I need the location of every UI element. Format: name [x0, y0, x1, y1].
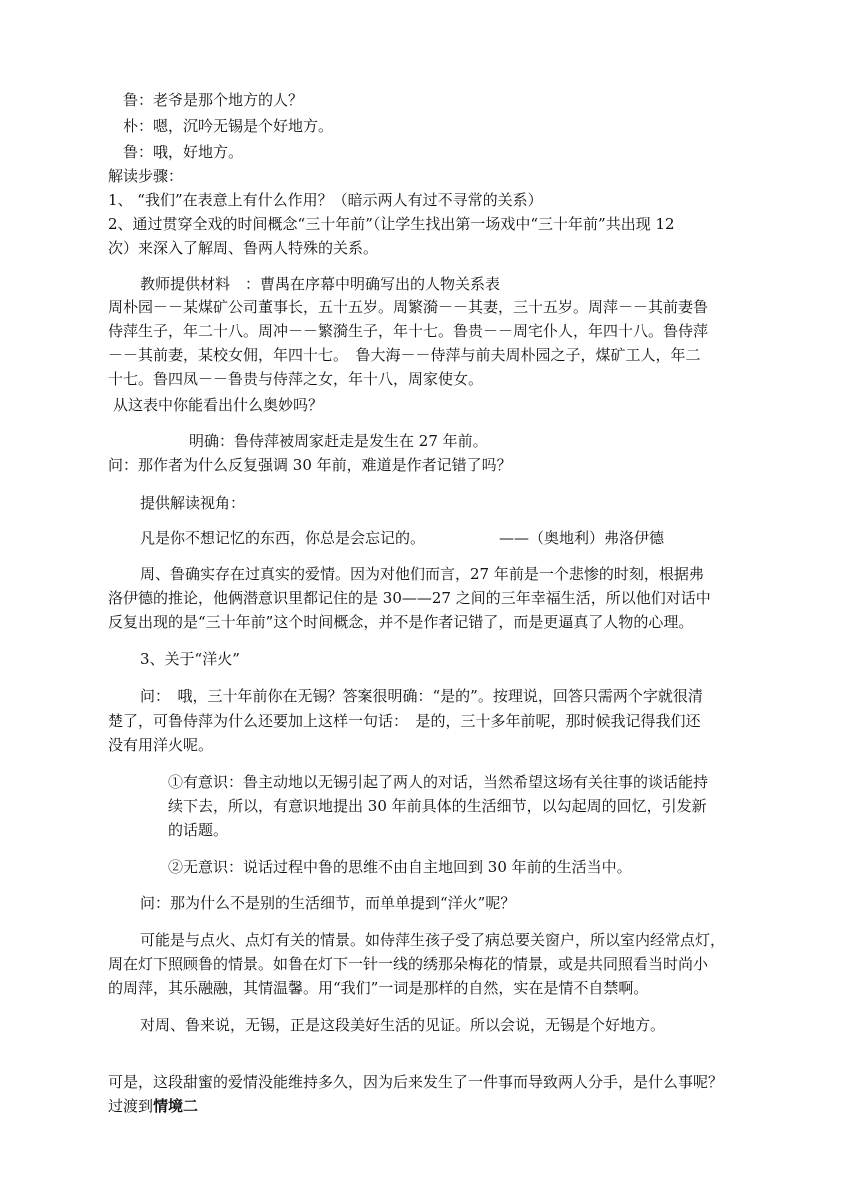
step-item-2-line-1: 2、通过贯穿全戏的时间概念“三十年前”（让学生找出第一场戏中“三十年前”共出现 12	[108, 215, 675, 233]
dialogue-line-3: 鲁：哦，好地方。	[123, 143, 244, 161]
reasoning-para-line-3: 的周萍，其乐融融，其情温馨。用“我们”一词是那样的自然，实在是情不自禁啊。	[108, 979, 649, 997]
perspective-para-line-1: 周、鲁确实存在过真实的爱情。因为对他们而言，27 年前是一个悲惨的时刻，根据弗	[140, 565, 704, 583]
section-3-heading: 3、关于“洋火”	[140, 650, 240, 668]
perspective-para-line-3: 反复出现的是“三十年前”这个时间概念，并不是作者记错了，而是更逼真了人物的心理。	[108, 613, 694, 631]
clarify-question: 问：那作者为什么反复强调 30 年前，难道是作者记错了吗？	[108, 456, 512, 474]
freud-quote: 凡是你不想记忆的东西，你总是会忘记的。	[140, 529, 426, 547]
dialogue-line-1: 鲁：老爷是那个地方的人？	[123, 91, 304, 109]
clarify-answer: 明确：鲁侍萍被周家赶走是发生在 27 年前。	[189, 432, 488, 450]
material-line-2: 侍萍生子，年二十八。周冲－－繁漪生子，年十七。鲁贵－－周宅仆人，年四十八。鲁侍萍	[108, 322, 709, 340]
transition-prefix: 过渡到	[108, 1097, 154, 1115]
conscious-point-line-2: 续下去，所以，有意识地提出 30 年前具体的生活细节，以勾起周的回忆，引发新	[168, 797, 707, 815]
dialogue-line-2: 朴：嗯，沉吟无锡是个好地方。	[123, 117, 334, 135]
reasoning-para-line-2: 周在灯下照顾鲁的情景。如鲁在灯下一针一线的绣那朵梅花的情景，或是共同照看当时尚小	[108, 955, 709, 973]
closing-line-1: 可是，这段甜蜜的爱情没能维持多久，因为后来发生了一件事而导致两人分手，是什么事呢？	[108, 1073, 724, 1091]
section-3-question-line-2: 楚了，可鲁侍萍为什么还要加上这样一句话： 是的，三十多年前呢，那时候我记得我们还	[108, 712, 701, 730]
unconscious-point: ②无意识：说话过程中鲁的思维不由自主地回到 30 年前的生活当中。	[168, 858, 632, 876]
section-3-question-2: 问：那为什么不是别的生活细节，而单单提到“洋火”呢？	[140, 894, 516, 912]
perspective-para-line-2: 洛伊德的推论，他俩潜意识里都记住的是 30——27 之间的三年幸福生活，所以他们对话中	[108, 589, 711, 607]
steps-heading: 解读步骤：	[108, 167, 184, 185]
perspective-label: 提供解读视角：	[140, 494, 246, 512]
material-line-3: －－其前妻，某校女佣，年四十七。 鲁大海－－侍萍与前夫周朴园之子，煤矿工人，年二	[108, 346, 701, 364]
section-3-question-line-1: 问： 哦，三十年前你在无锡？答案很明确：“是的”。按理说，回答只需两个字就很清	[140, 687, 703, 705]
wuxi-summary: 对周、鲁来说，无锡，正是这段美好生活的见证。所以会说，无锡是个好地方。	[140, 1016, 666, 1034]
material-line-1: 周朴园－－某煤矿公司董事长，五十五岁。周繁漪－－其妻，三十五岁。周萍－－其前妻鲁	[108, 298, 709, 316]
freud-attribution: ——（奥地利）弗洛伊德	[499, 529, 665, 547]
step-item-2-line-2: 次）来深入了解周、鲁两人特殊的关系。	[108, 239, 379, 257]
conscious-point-line-3: 的话题。	[168, 821, 229, 839]
scene-two-link-text: 情境二	[153, 1097, 199, 1115]
step-item-1: 1、 “我们”在表意上有什么作用？（暗示两人有过不寻常的关系）	[108, 191, 543, 209]
closing-line-2	[108, 1095, 198, 1117]
reasoning-para-line-1: 可能是与点火、点灯有关的情景。如侍萍生孩子受了病总要关窗户，所以室内经常点灯，	[140, 931, 726, 949]
conscious-point-line-1: ①有意识：鲁主动地以无锡引起了两人的对话，当然希望这场有关往事的谈话能持	[168, 773, 709, 791]
material-line-4: 十七。鲁四凤－－鲁贵与侍萍之女，年十八，周家使女。	[108, 370, 484, 388]
section-3-question-line-3: 没有用洋火呢。	[108, 736, 214, 754]
material-question: 从这表中你能看出什么奥妙吗？	[113, 396, 324, 414]
material-intro: 教师提供材料 ：曹禺在序幕中明确写出的人物关系表	[140, 275, 501, 293]
